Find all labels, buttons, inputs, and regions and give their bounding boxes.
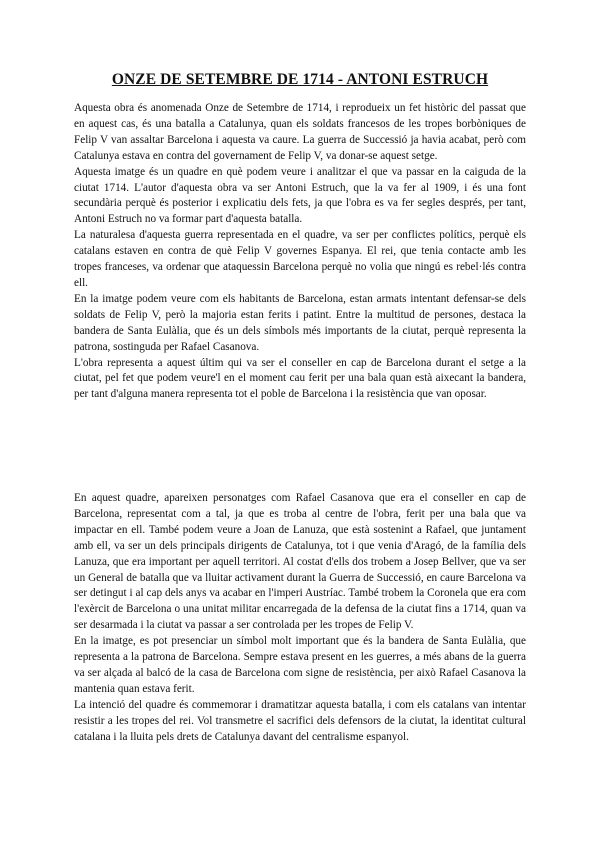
paragraph: L'obra representa a aquest últim qui va ser el conseller en cap de Barcelona durant el setge a la ciutat, pel fet que podem veure'l en el moment cau ferit per una bala quan està aixecant la bandera, per tant d'alguna manera representa tot el poble de Barcelona i la resistència que van oposar. [74,356,526,401]
section-1 [74,101,526,403]
paragraph: Aquesta imatge és un quadre en què podem veure i analitzar el que va passar en la caiguda de la ciutat 1714. L'autor d'aquesta obra va ser Antoni Estruch, que la va fer al 1909, i és una font secundària perquè és posterior i explicatiu dels fets, ja que l'obra es va fer segles després, per tant, Antoni Estruch no va formar part d'aquesta batalla. [74,165,526,226]
section-2 [74,491,526,746]
paragraph: En la imatge podem veure com els habitants de Barcelona, estan armats intentant defensar-se dels soldats de Felip V, però la majoria estan ferits i patint. Entre la multitud de persones, destaca la bandera de Santa Eulàlia, que és un dels símbols més importants de la ciutat, perquè representa la patrona, sostinguda per Rafael Casanova. [74,292,526,353]
paragraph: Aquesta obra és anomenada Onze de Setembre de 1714, i reprodueix un fet històric del passat que en aquest cas, és una batalla a Catalunya, quan els soldats francesos de les tropes borbòniques de Felip V van assaltar Barcelona i aquesta va caure. La guerra de Successió ja havia acabat, però com Catalunya estava en contra del governament de Felip V, va donar-se aquest setge. [74,102,526,162]
paragraph: En la imatge, es pot presenciar un símbol molt important que és la bandera de Santa Eulàlia, que representa a la patrona de Barcelona. Sempre estava present en les guerres, a més abans de la guerra va ser alçada al balcó de la casa de Barcelona com signe de resistència, per això Rafael Casanova la mantenia quan estava ferit. [74,635,526,695]
paragraph: La intenció del quadre és commemorar i dramatitzar aquesta batalla, i com els catalans van intentar resistir a les tropes del rei. Vol transmetre el sacrifici dels defensors de la ciutat, la identitat cultural catalana i la lluita pels drets de Catalunya davant del centralisme espanyol. [74,698,526,743]
document-title: ONZE DE SETEMBRE DE 1714 - ANTONI ESTRUCH [111,71,489,88]
paragraph: La naturalesa d'aquesta guerra representada en el quadre, va ser per conflictes polítics, perquè els catalans estaven en contra de què Felip V governes Espanya. El rei, que tenia contacte amb les tropes franceses, va ordenar que ataquessin Barcelona perquè no volia que ningú es rebel·lés contra ell. [74,229,526,289]
paragraph: En aquest quadre, apareixen personatges com Rafael Casanova que era el conseller en cap de Barcelona, representat com a tal, ja que es troba al centre de l'obra, ferit per una bala que va impactar en ell. També podem veure a Joan de Lanuza, que està sostenint a Rafael, que juntament amb ell, va ser un dels principals dirigents de Catalunya, tot i que venia d'Aragó, de la família dels Lanuza, que era important per aquell territori. Al costat d'ells dos trobem a Josep Bellver, que va ser un General de batalla que va lluitar activament durant la Guerra de Successió, en caure Barcelona va ser detingut i al cap dels anys va acabar en l'imperi Austríac. També trobem la Coronela que era com l'exèrcit de Barcelona o una unitat militar encarregada de la defensa de la ciutat fins a 1714, quan va ser desarmada i la ciutat va passar a ser controlada per les tropes de Felip V. [74,492,526,632]
